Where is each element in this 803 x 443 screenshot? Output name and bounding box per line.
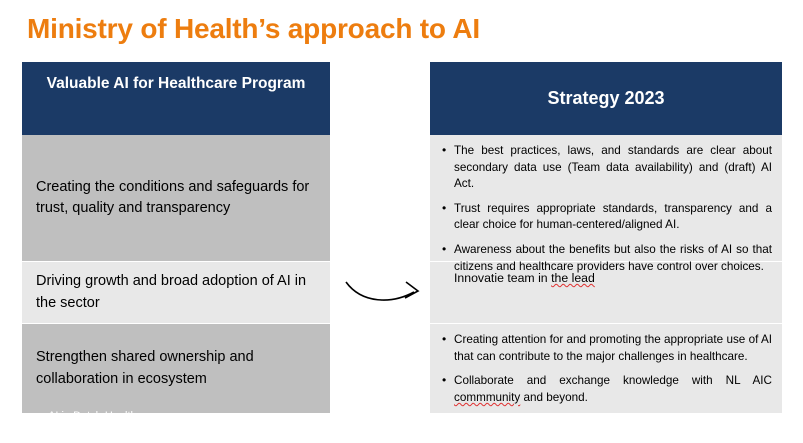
right-table-header: Strategy 2023 [430, 62, 782, 135]
right-arrow-icon [344, 274, 422, 308]
left-row-label: Driving growth and broad adoption of AI in the sector [36, 273, 307, 311]
table-row [22, 324, 330, 414]
left-row-label: Creating the conditions and safeguards for trust, quality and transparency [36, 178, 310, 216]
list-item [440, 373, 772, 406]
spellcheck-underlined-text: commmunity [454, 390, 521, 404]
list-item: • Trust requires appropriate standards, transparency and a clear choice for human-centered/aligned AI. [440, 201, 772, 234]
right-table [430, 62, 782, 414]
list-item: • The best practices, laws, and standards are clear about secondary data use (Team data availability) and (draft) AI Act. [440, 143, 772, 193]
list-item: • Creating attention for and promoting the appropriate use of AI that can contribute to the major challenges in healthcare. [440, 332, 772, 365]
left-table [22, 62, 330, 414]
left-table-header: Valuable AI for Healthcare Program [22, 62, 330, 135]
list-item-text-tail: and beyond. [520, 390, 588, 404]
table-cell [430, 324, 782, 414]
list-item-text: Collaborate and exchange knowledge with NL AIC [454, 374, 772, 388]
table-cell [430, 135, 782, 273]
footer-caption: AI in Dutch Healthcare [48, 410, 159, 422]
spellcheck-underlined-text: the lead [551, 271, 595, 285]
page-title: Ministry of Health’s approach to AI [27, 13, 480, 44]
innovation-team-text: Innovatie team in [454, 271, 552, 285]
left-row-label: Strengthen shared ownership and collaboration in ecosystem [36, 349, 254, 387]
table-row [22, 135, 330, 262]
list-item: • Awareness about the benefits but also the risks of AI so that citizens and healthcare providers have control over choices. [440, 242, 772, 275]
table-row [22, 262, 330, 324]
